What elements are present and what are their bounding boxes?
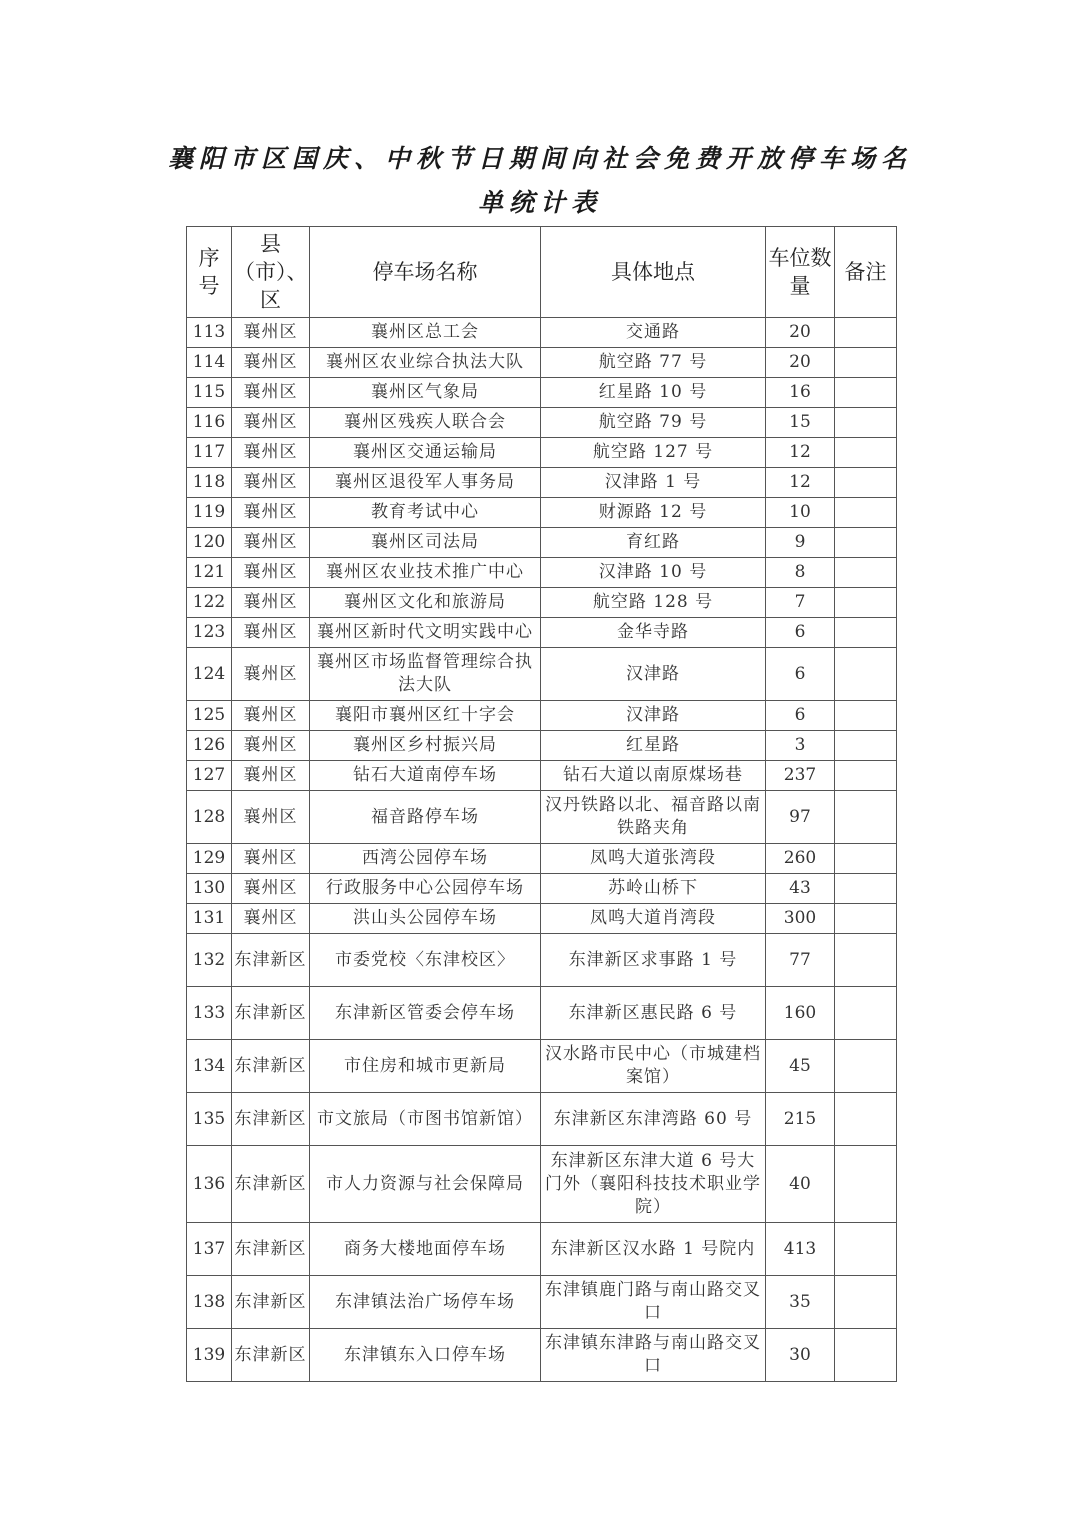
cell-remark bbox=[835, 1223, 897, 1276]
cell-district: 襄州区 bbox=[232, 528, 310, 558]
cell-seq: 123 bbox=[187, 618, 232, 648]
cell-remark bbox=[835, 648, 897, 701]
table-row bbox=[187, 318, 897, 348]
cell-remark bbox=[835, 378, 897, 408]
cell-address: 交通路 bbox=[541, 318, 766, 348]
cell-spaces: 20 bbox=[766, 318, 835, 348]
cell-address: 育红路 bbox=[541, 528, 766, 558]
header-district: 县（市）、区 bbox=[232, 227, 310, 318]
table-row bbox=[187, 438, 897, 468]
cell-seq: 116 bbox=[187, 408, 232, 438]
table-row bbox=[187, 731, 897, 761]
cell-address: 汉津路 bbox=[541, 701, 766, 731]
cell-name: 福音路停车场 bbox=[310, 791, 541, 844]
table-row bbox=[187, 791, 897, 844]
cell-address: 东津新区求事路 1 号 bbox=[541, 934, 766, 987]
cell-address: 汉水路市民中心（市城建档案馆） bbox=[541, 1040, 766, 1093]
table-header-row bbox=[187, 227, 897, 318]
cell-spaces: 43 bbox=[766, 874, 835, 904]
cell-name: 襄州区新时代文明实践中心 bbox=[310, 618, 541, 648]
cell-seq: 115 bbox=[187, 378, 232, 408]
cell-address: 财源路 12 号 bbox=[541, 498, 766, 528]
cell-district: 襄州区 bbox=[232, 498, 310, 528]
cell-spaces: 9 bbox=[766, 528, 835, 558]
cell-seq: 134 bbox=[187, 1040, 232, 1093]
table-row bbox=[187, 874, 897, 904]
cell-seq: 135 bbox=[187, 1093, 232, 1146]
cell-district: 襄州区 bbox=[232, 761, 310, 791]
cell-address: 汉津路 10 号 bbox=[541, 558, 766, 588]
table-row bbox=[187, 1146, 897, 1223]
table-row bbox=[187, 1040, 897, 1093]
document-title-line-2: 单统计表 bbox=[477, 188, 602, 217]
cell-seq: 122 bbox=[187, 588, 232, 618]
cell-remark bbox=[835, 1040, 897, 1093]
cell-spaces: 413 bbox=[766, 1223, 835, 1276]
cell-district: 东津新区 bbox=[232, 1223, 310, 1276]
cell-address: 航空路 127 号 bbox=[541, 438, 766, 468]
cell-address: 红星路 10 号 bbox=[541, 378, 766, 408]
table-row bbox=[187, 468, 897, 498]
table-row bbox=[187, 904, 897, 934]
cell-spaces: 20 bbox=[766, 348, 835, 378]
cell-address: 金华寺路 bbox=[541, 618, 766, 648]
cell-seq: 129 bbox=[187, 844, 232, 874]
cell-spaces: 215 bbox=[766, 1093, 835, 1146]
header-address: 具体地点 bbox=[541, 227, 766, 318]
cell-remark bbox=[835, 528, 897, 558]
cell-district: 东津新区 bbox=[232, 1093, 310, 1146]
cell-spaces: 15 bbox=[766, 408, 835, 438]
cell-remark bbox=[835, 904, 897, 934]
cell-seq: 114 bbox=[187, 348, 232, 378]
cell-spaces: 12 bbox=[766, 468, 835, 498]
cell-name: 襄州区司法局 bbox=[310, 528, 541, 558]
cell-address: 航空路 128 号 bbox=[541, 588, 766, 618]
cell-remark bbox=[835, 618, 897, 648]
cell-spaces: 35 bbox=[766, 1276, 835, 1329]
cell-district: 襄州区 bbox=[232, 618, 310, 648]
cell-remark bbox=[835, 438, 897, 468]
cell-seq: 127 bbox=[187, 761, 232, 791]
cell-name: 东津新区管委会停车场 bbox=[310, 987, 541, 1040]
cell-spaces: 3 bbox=[766, 731, 835, 761]
table-row bbox=[187, 1223, 897, 1276]
cell-spaces: 160 bbox=[766, 987, 835, 1040]
cell-district: 东津新区 bbox=[232, 1146, 310, 1223]
cell-seq: 120 bbox=[187, 528, 232, 558]
table-row bbox=[187, 987, 897, 1040]
cell-name: 市文旅局（市图书馆新馆） bbox=[310, 1093, 541, 1146]
cell-name: 襄州区交通运输局 bbox=[310, 438, 541, 468]
parking-lot-table bbox=[186, 226, 897, 1382]
cell-district: 襄州区 bbox=[232, 904, 310, 934]
table-row bbox=[187, 528, 897, 558]
cell-district: 襄州区 bbox=[232, 378, 310, 408]
cell-address: 钻石大道以南原煤场巷 bbox=[541, 761, 766, 791]
cell-address: 东津新区东津湾路 60 号 bbox=[541, 1093, 766, 1146]
table-row bbox=[187, 1329, 897, 1382]
cell-remark bbox=[835, 558, 897, 588]
cell-district: 襄州区 bbox=[232, 844, 310, 874]
cell-district: 东津新区 bbox=[232, 1040, 310, 1093]
cell-name: 教育考试中心 bbox=[310, 498, 541, 528]
cell-spaces: 8 bbox=[766, 558, 835, 588]
cell-seq: 130 bbox=[187, 874, 232, 904]
cell-seq: 136 bbox=[187, 1146, 232, 1223]
cell-spaces: 300 bbox=[766, 904, 835, 934]
cell-name: 襄州区农业技术推广中心 bbox=[310, 558, 541, 588]
table-row bbox=[187, 558, 897, 588]
cell-spaces: 77 bbox=[766, 934, 835, 987]
table-row bbox=[187, 498, 897, 528]
cell-seq: 117 bbox=[187, 438, 232, 468]
cell-address: 航空路 79 号 bbox=[541, 408, 766, 438]
cell-district: 襄州区 bbox=[232, 318, 310, 348]
table-row bbox=[187, 701, 897, 731]
cell-remark bbox=[835, 874, 897, 904]
cell-district: 襄州区 bbox=[232, 558, 310, 588]
cell-name: 东津镇法治广场停车场 bbox=[310, 1276, 541, 1329]
cell-remark bbox=[835, 468, 897, 498]
header-spaces: 车位数量 bbox=[766, 227, 835, 318]
cell-address: 东津新区汉水路 1 号院内 bbox=[541, 1223, 766, 1276]
cell-address: 东津镇东津路与南山路交叉口 bbox=[541, 1329, 766, 1382]
cell-name: 襄州区乡村振兴局 bbox=[310, 731, 541, 761]
cell-address: 汉丹铁路以北、福音路以南铁路夹角 bbox=[541, 791, 766, 844]
table-row bbox=[187, 378, 897, 408]
cell-spaces: 6 bbox=[766, 648, 835, 701]
cell-name: 襄州区气象局 bbox=[310, 378, 541, 408]
cell-seq: 133 bbox=[187, 987, 232, 1040]
cell-remark bbox=[835, 498, 897, 528]
cell-address: 汉津路 bbox=[541, 648, 766, 701]
cell-spaces: 12 bbox=[766, 438, 835, 468]
cell-district: 东津新区 bbox=[232, 934, 310, 987]
cell-address: 红星路 bbox=[541, 731, 766, 761]
cell-district: 东津新区 bbox=[232, 1276, 310, 1329]
table-body bbox=[187, 318, 897, 1382]
cell-address: 东津新区东津大道 6 号大门外（襄阳科技技术职业学院） bbox=[541, 1146, 766, 1223]
table-row bbox=[187, 1276, 897, 1329]
cell-seq: 138 bbox=[187, 1276, 232, 1329]
cell-spaces: 30 bbox=[766, 1329, 835, 1382]
cell-remark bbox=[835, 701, 897, 731]
cell-name: 襄州区文化和旅游局 bbox=[310, 588, 541, 618]
cell-seq: 113 bbox=[187, 318, 232, 348]
header-seq: 序号 bbox=[187, 227, 232, 318]
cell-remark bbox=[835, 1329, 897, 1382]
table-row bbox=[187, 761, 897, 791]
cell-spaces: 260 bbox=[766, 844, 835, 874]
cell-district: 襄州区 bbox=[232, 408, 310, 438]
cell-name: 襄州区残疾人联合会 bbox=[310, 408, 541, 438]
cell-remark bbox=[835, 791, 897, 844]
cell-remark bbox=[835, 1093, 897, 1146]
cell-name: 钻石大道南停车场 bbox=[310, 761, 541, 791]
cell-name: 市委党校〈东津校区〉 bbox=[310, 934, 541, 987]
cell-remark bbox=[835, 408, 897, 438]
document-title-line-1: 襄阳市区国庆、中秋节日期间向社会免费开放停车场名 bbox=[167, 144, 912, 173]
cell-seq: 139 bbox=[187, 1329, 232, 1382]
cell-district: 襄州区 bbox=[232, 791, 310, 844]
table-row bbox=[187, 648, 897, 701]
cell-spaces: 7 bbox=[766, 588, 835, 618]
cell-remark bbox=[835, 987, 897, 1040]
cell-remark bbox=[835, 588, 897, 618]
cell-district: 东津新区 bbox=[232, 1329, 310, 1382]
cell-spaces: 10 bbox=[766, 498, 835, 528]
cell-district: 东津新区 bbox=[232, 987, 310, 1040]
cell-remark bbox=[835, 844, 897, 874]
header-name: 停车场名称 bbox=[310, 227, 541, 318]
cell-district: 襄州区 bbox=[232, 701, 310, 731]
cell-name: 东津镇东入口停车场 bbox=[310, 1329, 541, 1382]
cell-name: 襄州区市场监督管理综合执法大队 bbox=[310, 648, 541, 701]
cell-remark bbox=[835, 761, 897, 791]
cell-address: 苏岭山桥下 bbox=[541, 874, 766, 904]
table-row bbox=[187, 348, 897, 378]
cell-district: 襄州区 bbox=[232, 731, 310, 761]
cell-seq: 124 bbox=[187, 648, 232, 701]
cell-name: 襄州区退役军人事务局 bbox=[310, 468, 541, 498]
cell-name: 市住房和城市更新局 bbox=[310, 1040, 541, 1093]
cell-remark bbox=[835, 1146, 897, 1223]
cell-spaces: 16 bbox=[766, 378, 835, 408]
cell-seq: 128 bbox=[187, 791, 232, 844]
cell-district: 襄州区 bbox=[232, 468, 310, 498]
cell-name: 行政服务中心公园停车场 bbox=[310, 874, 541, 904]
cell-address: 汉津路 1 号 bbox=[541, 468, 766, 498]
cell-spaces: 237 bbox=[766, 761, 835, 791]
cell-name: 西湾公园停车场 bbox=[310, 844, 541, 874]
cell-seq: 119 bbox=[187, 498, 232, 528]
cell-remark bbox=[835, 934, 897, 987]
cell-address: 东津镇鹿门路与南山路交叉口 bbox=[541, 1276, 766, 1329]
cell-district: 襄州区 bbox=[232, 438, 310, 468]
cell-name: 洪山头公园停车场 bbox=[310, 904, 541, 934]
cell-spaces: 6 bbox=[766, 618, 835, 648]
cell-district: 襄州区 bbox=[232, 648, 310, 701]
cell-seq: 125 bbox=[187, 701, 232, 731]
cell-seq: 118 bbox=[187, 468, 232, 498]
cell-name: 襄州区总工会 bbox=[310, 318, 541, 348]
cell-spaces: 45 bbox=[766, 1040, 835, 1093]
table-row bbox=[187, 618, 897, 648]
cell-remark bbox=[835, 1276, 897, 1329]
cell-name: 市人力资源与社会保障局 bbox=[310, 1146, 541, 1223]
table-row bbox=[187, 844, 897, 874]
cell-address: 凤鸣大道肖湾段 bbox=[541, 904, 766, 934]
table-row bbox=[187, 408, 897, 438]
cell-spaces: 40 bbox=[766, 1146, 835, 1223]
cell-district: 襄州区 bbox=[232, 348, 310, 378]
cell-spaces: 97 bbox=[766, 791, 835, 844]
cell-remark bbox=[835, 731, 897, 761]
table-row bbox=[187, 1093, 897, 1146]
cell-remark bbox=[835, 318, 897, 348]
cell-remark bbox=[835, 348, 897, 378]
cell-district: 襄州区 bbox=[232, 588, 310, 618]
cell-name: 襄阳市襄州区红十字会 bbox=[310, 701, 541, 731]
cell-name: 商务大楼地面停车场 bbox=[310, 1223, 541, 1276]
table-row bbox=[187, 934, 897, 987]
cell-seq: 132 bbox=[187, 934, 232, 987]
cell-address: 凤鸣大道张湾段 bbox=[541, 844, 766, 874]
cell-seq: 137 bbox=[187, 1223, 232, 1276]
cell-name: 襄州区农业综合执法大队 bbox=[310, 348, 541, 378]
table-row bbox=[187, 588, 897, 618]
cell-district: 襄州区 bbox=[232, 874, 310, 904]
cell-seq: 131 bbox=[187, 904, 232, 934]
cell-seq: 121 bbox=[187, 558, 232, 588]
cell-address: 东津新区惠民路 6 号 bbox=[541, 987, 766, 1040]
cell-spaces: 6 bbox=[766, 701, 835, 731]
header-remark: 备注 bbox=[835, 227, 897, 318]
cell-address: 航空路 77 号 bbox=[541, 348, 766, 378]
cell-seq: 126 bbox=[187, 731, 232, 761]
